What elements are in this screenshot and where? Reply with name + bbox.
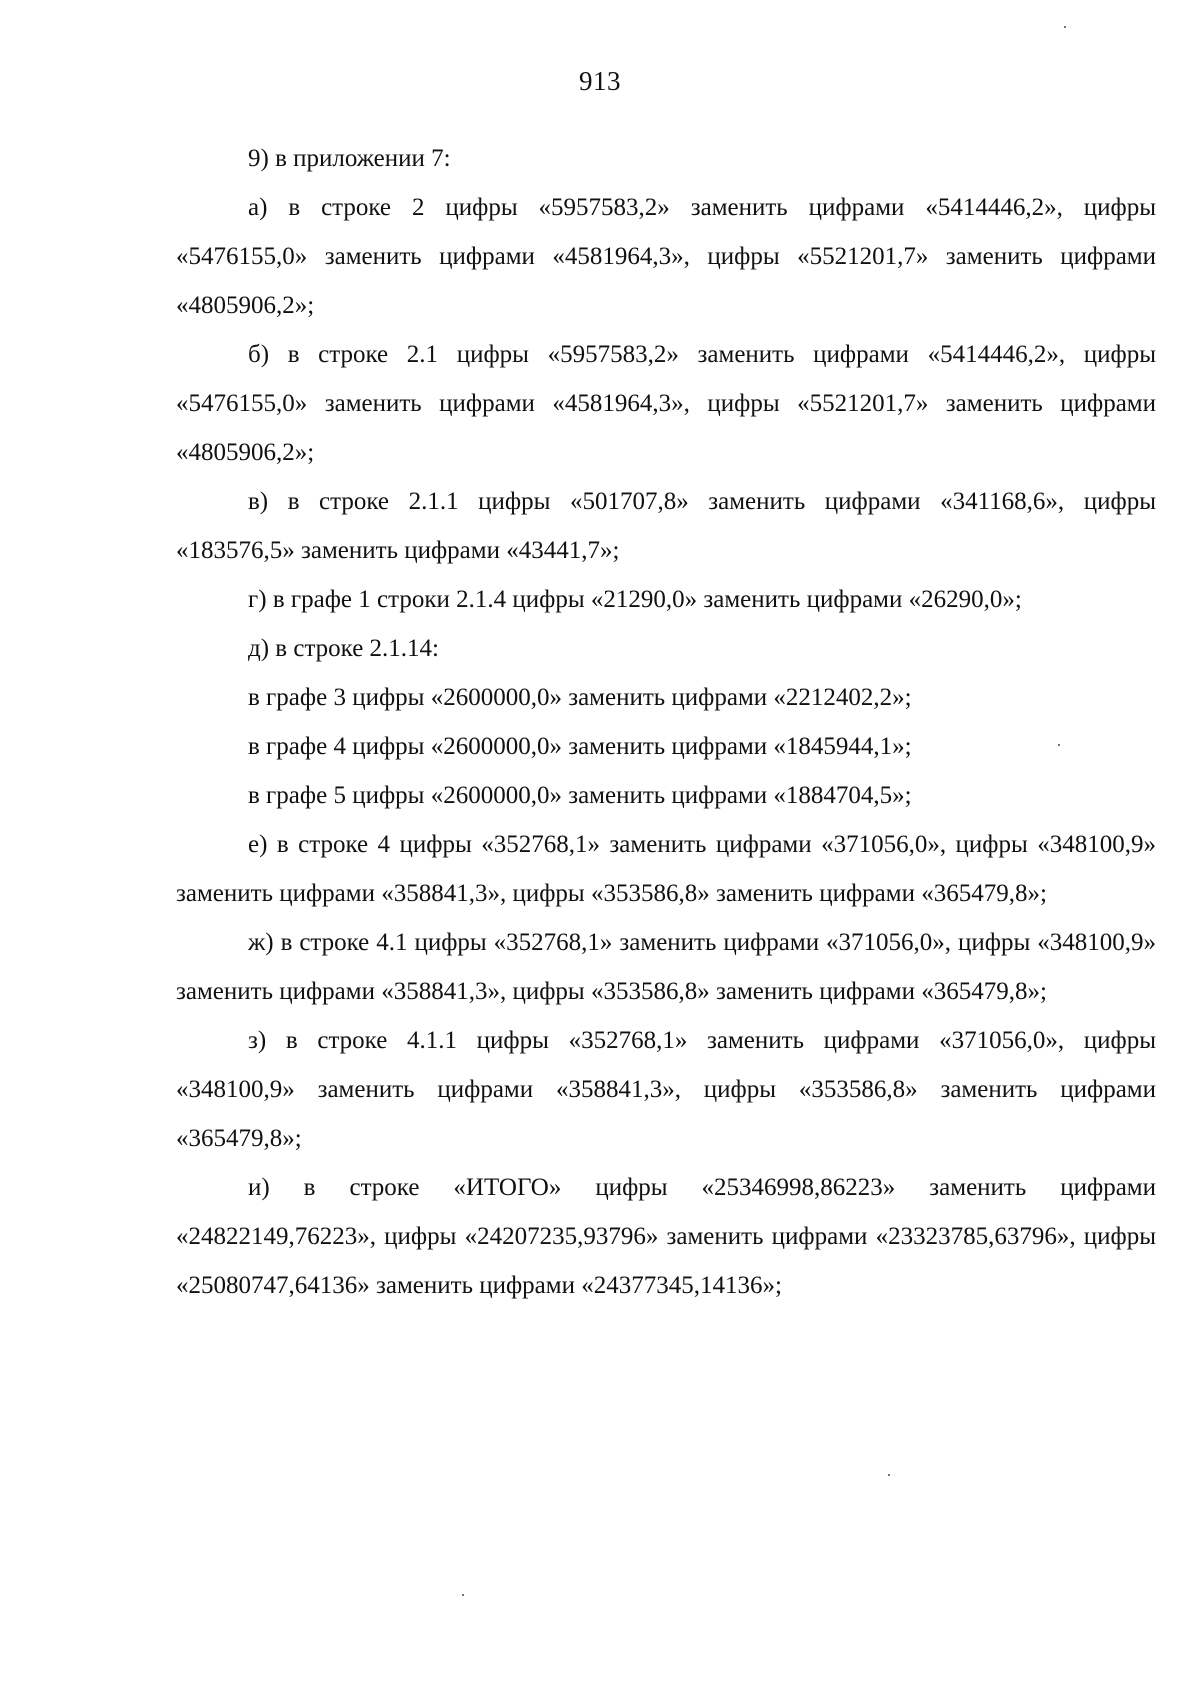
paragraph-item-e: е) в строке 4 цифры «352768,1» заменить цифрами «371056,0», цифры «348100,9» заменить цифрами «358841,3», цифры «353586,8» заменить цифрами «365479,8»; [176,831,1156,907]
paragraph-item-z: з) в строке 4.1.1 цифры «352768,1» заменить цифрами «371056,0», цифры «348100,9» заменить цифрами «358841,3», цифры «353586,8» заменить цифрами «365479,8»; [176,1027,1156,1152]
paragraph-item-v: в) в строке 2.1.1 цифры «501707,8» заменить цифрами «341168,6», цифры «183576,5» заменить цифрами «43441,7»; [176,488,1156,564]
scan-speck [1058,744,1060,746]
document-body [176,134,1156,1310]
paragraph-item-a: а) в строке 2 цифры «5957583,2» заменить цифрами «5414446,2», цифры «5476155,0» заменить цифрами «4581964,3», цифры «5521201,7» заменить цифрами «4805906,2»; [176,194,1156,319]
paragraph-item-d: д) в строке 2.1.14: [248,635,439,662]
scan-speck [462,1594,464,1596]
scan-speck [888,1474,890,1476]
paragraph-section-9: 9) в приложении 7: [248,145,451,172]
page-number: 913 [579,66,621,96]
paragraph-item-i: и) в строке «ИТОГО» цифры «25346998,86223» заменить цифрами «24822149,76223», цифры «24207235,93796» заменить цифрами «23323785,63796», цифры «25080747,64136» заменить цифрами «24377345,14136»; [176,1174,1156,1299]
paragraph-column-3: в графе 3 цифры «2600000,0» заменить цифрами «2212402,2»; [248,684,912,711]
paragraph-column-5: в графе 5 цифры «2600000,0» заменить цифрами «1884704,5»; [248,782,912,809]
scan-speck [1064,26,1066,28]
paragraph-column-4: в графе 4 цифры «2600000,0» заменить цифрами «1845944,1»; [248,733,912,760]
paragraph-item-zh: ж) в строке 4.1 цифры «352768,1» заменить цифрами «371056,0», цифры «348100,9» заменить цифрами «358841,3», цифры «353586,8» заменить цифрами «365479,8»; [176,929,1156,1005]
paragraph-item-g: г) в графе 1 строки 2.1.4 цифры «21290,0» заменить цифрами «26290,0»; [248,586,1022,613]
paragraph-item-b: б) в строке 2.1 цифры «5957583,2» заменить цифрами «5414446,2», цифры «5476155,0» заменить цифрами «4581964,3», цифры «5521201,7» заменить цифрами «4805906,2»; [176,341,1156,466]
